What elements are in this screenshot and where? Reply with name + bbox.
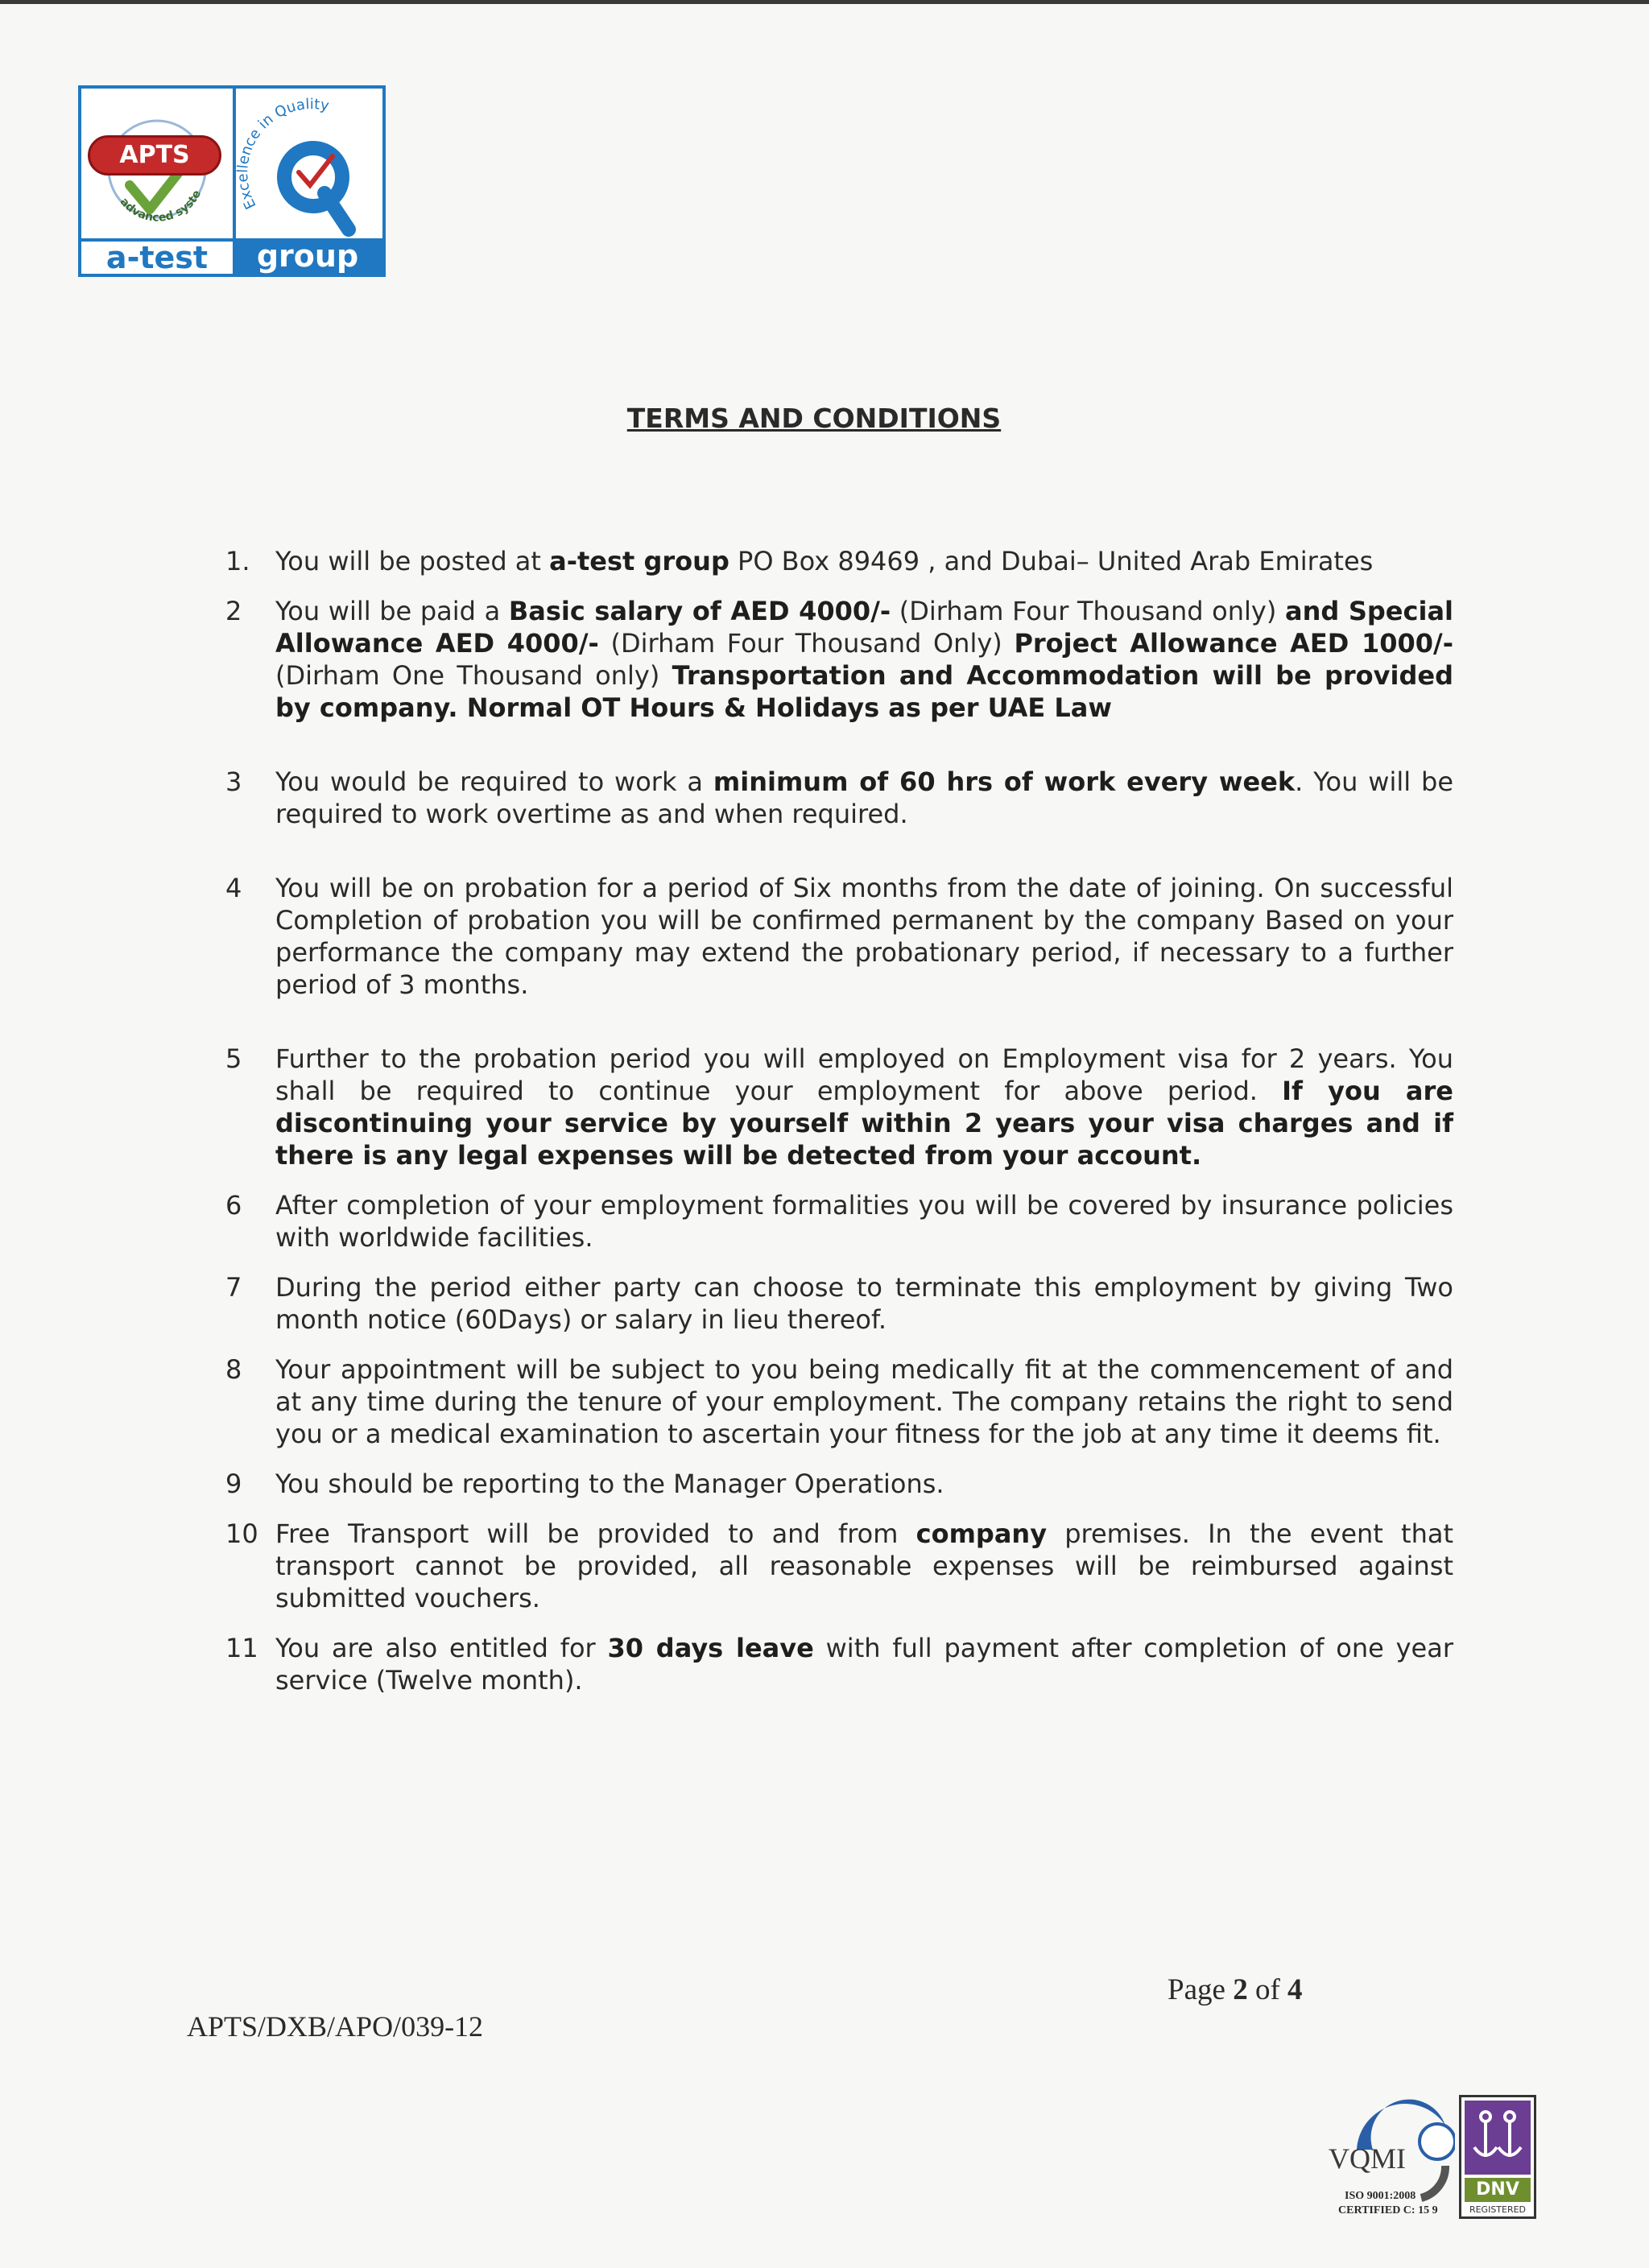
page-total: 4 [1287,1973,1303,2006]
quality-q-icon [236,89,382,238]
term-number: 8 [225,1354,242,1385]
term-number: 2 [225,596,242,626]
term-text-part: . You will be required to work overtime as and when required. [275,766,1454,829]
term-text-part: You will be paid a [275,596,509,626]
term-text-bold: minimum of 60 hrs of work every week [713,766,1296,797]
term-number: 1. [225,546,250,576]
dnv-logo [1459,2095,1536,2219]
term-text [275,1468,1453,1500]
term-number: 4 [225,873,242,903]
term-text-bold: and Special Allowance AED 4000/- [275,596,1454,659]
term-item [225,595,1453,724]
term-text-part: You will be posted at [275,546,550,576]
term-item [225,1468,1453,1500]
term-text-bold: 30 days leave [607,1633,814,1663]
anchor-icon [1465,2101,1531,2175]
dnv-label: DNV [1465,2178,1531,2202]
term-text-bold: Project Allowance AED 1000/- [1014,628,1454,659]
term-item [225,545,1453,577]
term-text-part: PO Box 89469 , and Dubai– United Arab Emirates [729,546,1374,576]
vqmi-label: VQMI [1329,2142,1406,2175]
term-text-part: You are also entitled for [275,1633,608,1663]
term-number: 7 [225,1272,242,1303]
term-item [225,1518,1453,1614]
term-text [275,1353,1453,1450]
page-mid: of [1247,1973,1288,2006]
term-text [275,872,1453,1001]
dnv-anchor-panel [1465,2101,1531,2175]
term-text-part: Further to the probation period you will employed on Employment visa for 2 years. You shall be required to continue your employment for above period. [275,1043,1453,1106]
apts-badge: APTS [88,135,221,176]
page-prefix: Page [1168,1973,1234,2006]
term-text-bold: If you are discontinuing your service by yourself within 2 years your visa charges and if there is any legal expenses will be detected from your account. [275,1076,1454,1171]
term-text-part: You will be on probation for a period of Six months from the date of joining. On successful Completion of probation you will be confirmed permanent by the company Based on your performance the company may extend the probationary period, if necessary to a further period of 3 months. [275,873,1453,1000]
page-current: 2 [1233,1973,1248,2006]
term-text-bold: Transportation and Accommodation will be provided by company. Normal OT Hours & Holidays as per UAE Law [275,660,1454,723]
term-number: 5 [225,1043,242,1074]
term-item [225,766,1453,830]
term-text-bold: a-test group [549,546,729,576]
dnv-registered: REGISTERED [1469,2204,1527,2215]
term-item [225,1271,1453,1336]
term-text-part: You should be reporting to the Manager Operations. [275,1469,944,1499]
quality-logo-panel [236,89,382,238]
term-number: 10 [225,1518,258,1549]
term-text-part: premises. In the event that transport cannot be provided, all reasonable expenses will be reimbursed against submitted vouchers. [275,1518,1454,1613]
term-item [225,1043,1453,1171]
term-text-bold: company [915,1518,1048,1549]
term-text [275,1189,1453,1254]
term-text-part: (Dirham Four Thousand only) [891,596,1285,626]
term-text-part: During the period either party can choose to terminate this employment by giving Two month notice (60Days) or salary in lieu thereof. [275,1272,1453,1335]
term-text [275,1043,1453,1171]
term-number: 6 [225,1190,242,1221]
term-number: 11 [225,1633,258,1663]
term-text-part: with full payment after completion of one year service (Twelve month). [275,1633,1454,1696]
term-item [225,1632,1453,1696]
term-text [275,766,1453,830]
term-item [225,1353,1453,1450]
page-number [1168,1973,1303,2007]
term-item [225,1189,1453,1254]
term-text-part: After completion of your employment formalities you will be covered by insurance policies with worldwide facilities. [275,1190,1453,1253]
advanced-systems-text: advanced syste [117,188,205,225]
term-item [225,872,1453,1001]
term-text [275,1632,1453,1696]
term-number: 3 [225,766,242,797]
apts-logo-panel [81,89,236,238]
page-title: TERMS AND CONDITIONS [626,403,1002,434]
terms-list [225,527,1453,1696]
term-text-part: (Dirham Four Thousand Only) [598,628,1015,659]
term-text [275,1518,1453,1614]
term-text-part: You would be required to work a [275,766,713,797]
term-text-part: (Dirham One Thousand only) [275,660,672,691]
term-text-part: Your appointment will be subject to you being medically fit at the commencement of and at any time during the tenure of your employment. The company retains the right to send you or a medical examination to ascertain your fitness for the job at any time it deems fit. [275,1354,1453,1449]
term-text-part: Free Transport will be provided to and from [275,1518,916,1549]
term-number: 9 [225,1469,242,1499]
logo-caption-atest: a-test [81,238,233,274]
reference-number: APTS/DXB/APO/039-12 [187,2010,484,2043]
logo-caption-group: group [233,238,382,274]
term-text [275,1271,1453,1336]
iso-certificate-number: CERTIFIED C: 15 9 [1338,2204,1438,2216]
term-text [275,545,1453,577]
company-logo [78,85,386,277]
iso-certification: ISO 9001:2008 [1345,2190,1416,2202]
term-text [275,595,1453,724]
term-text-bold: Basic salary of AED 4000/- [508,596,891,626]
scan-edge [0,0,1649,4]
excellence-text: Excellence in Quality [236,96,331,213]
